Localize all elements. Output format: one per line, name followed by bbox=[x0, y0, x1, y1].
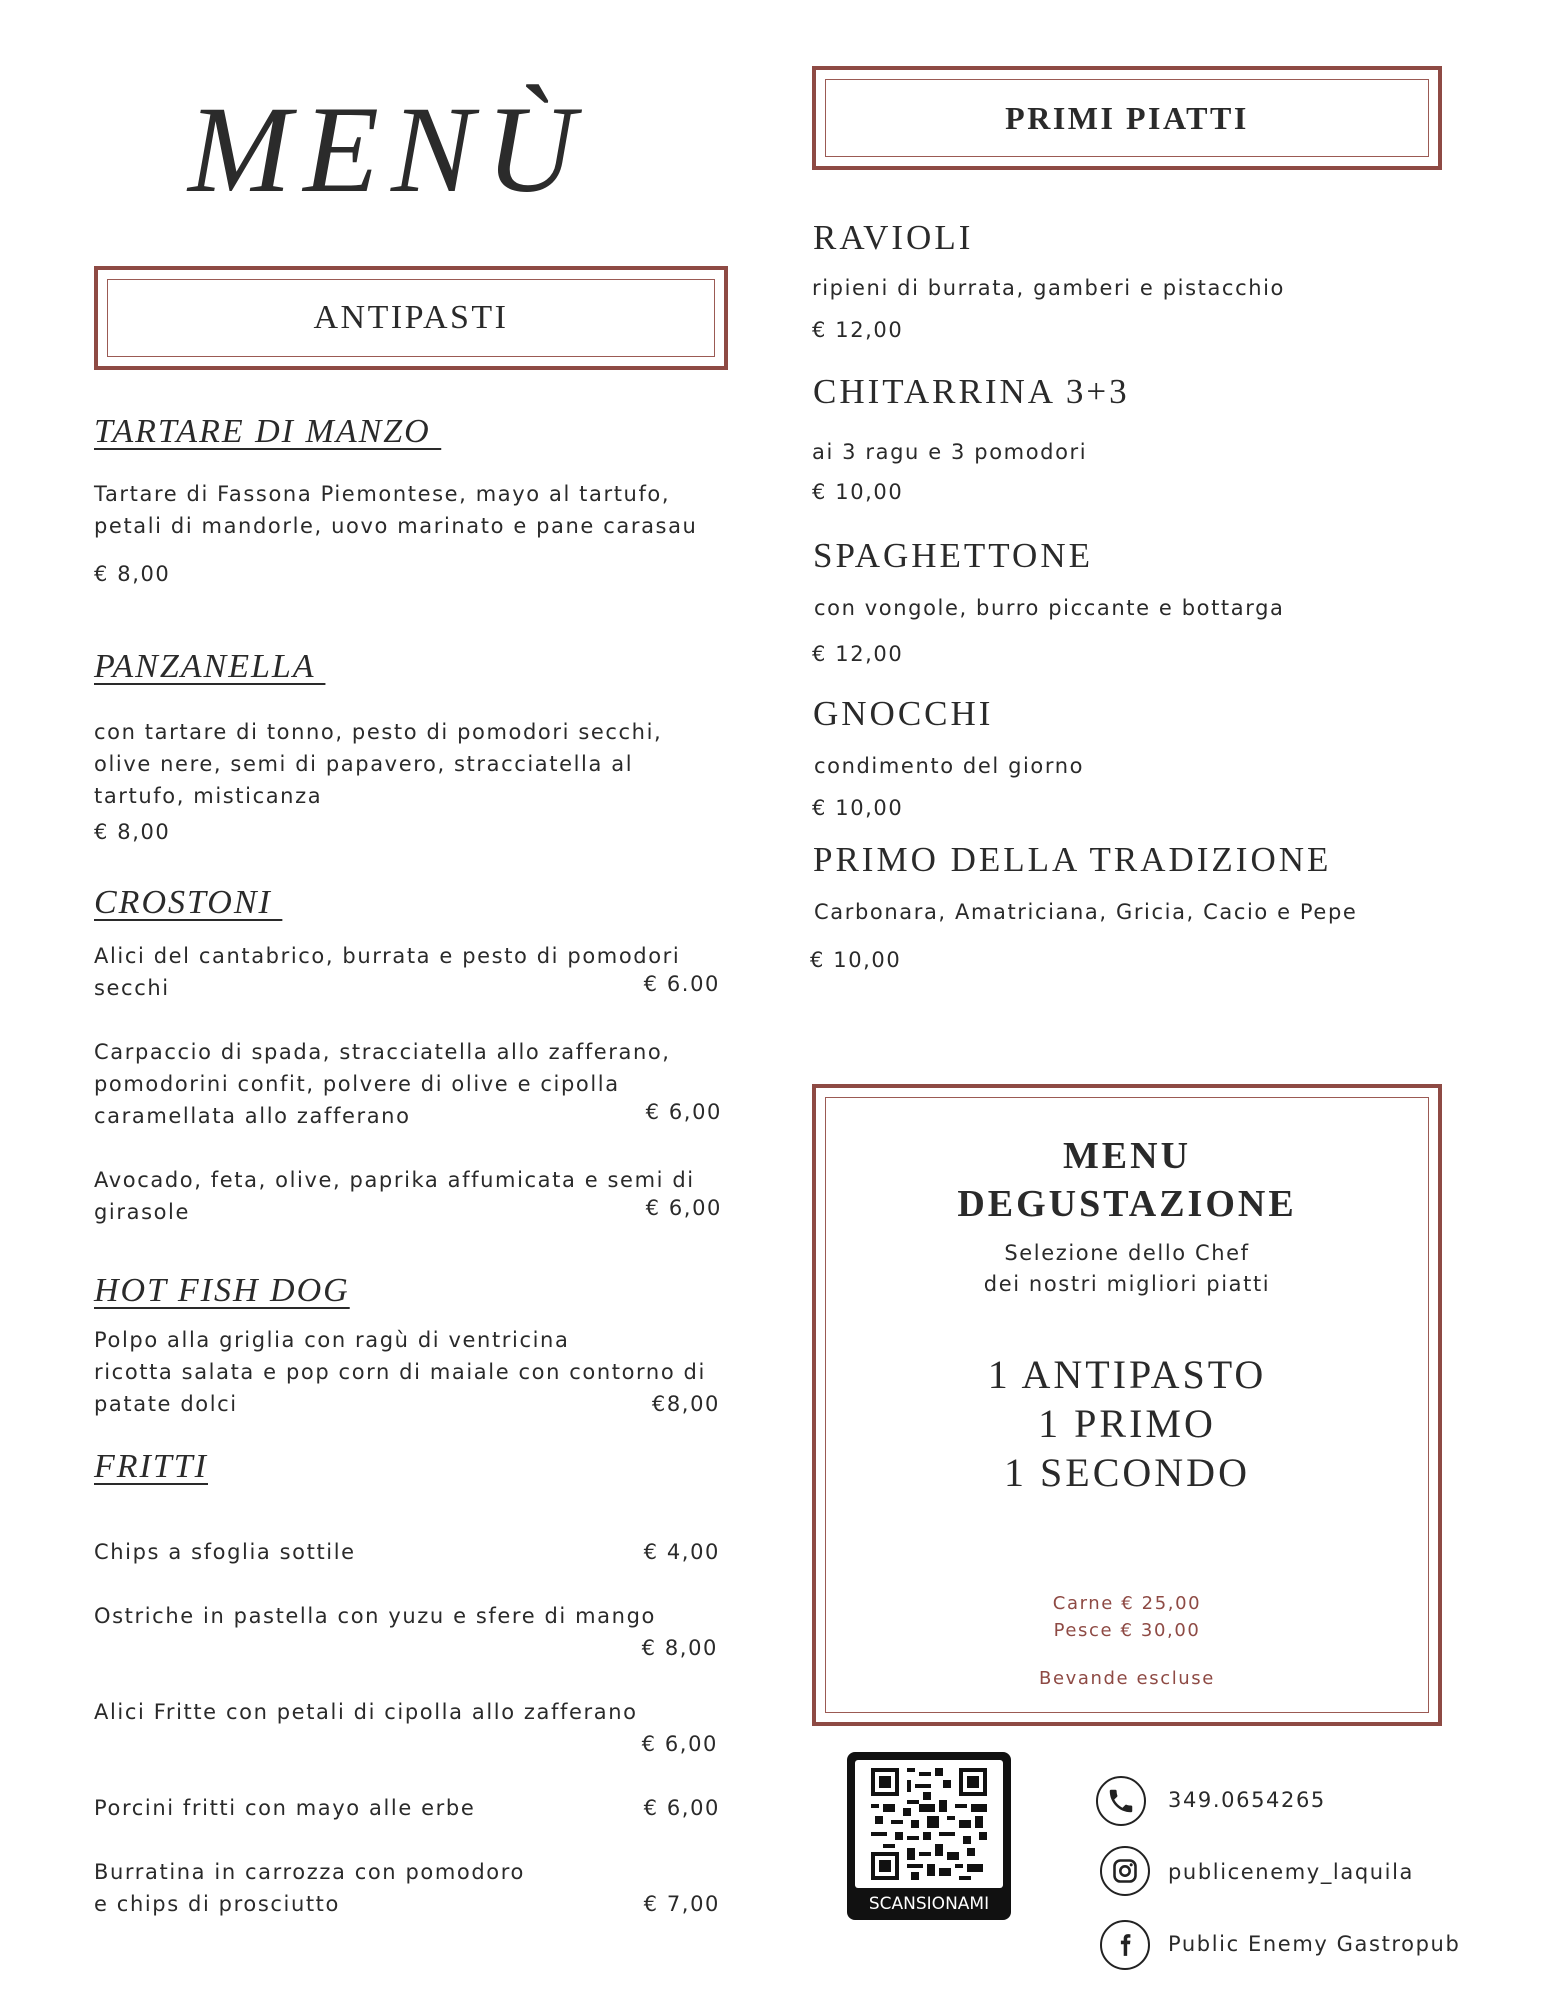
desc-line: Tartare di Fassona Piemontese, mayo al tartufo, bbox=[94, 482, 671, 506]
primi-price-chitarrina: € 10,00 bbox=[812, 480, 904, 504]
primi-desc-ravioli: ripieni di burrata, gamberi e pistacchio bbox=[812, 276, 1286, 300]
degustazione-title-line: DEGUSTAZIONE bbox=[957, 1183, 1297, 1225]
menu-title: MENÙ bbox=[188, 81, 588, 218]
qr-caption: SCANSIONAMI bbox=[868, 1894, 990, 1914]
desc-line: Polpo alla griglia con ragù di ventricina bbox=[94, 1328, 570, 1352]
fritti-price-2: € 8,00 bbox=[641, 1636, 718, 1660]
primi-heading: PRIMI PIATTI bbox=[825, 79, 1429, 157]
fritti-price-4: € 6,00 bbox=[643, 1796, 720, 1820]
degustazione-title-line: MENU bbox=[1062, 1135, 1192, 1177]
degustazione-title bbox=[826, 1132, 1428, 1228]
desc-line: patate dolci bbox=[94, 1392, 238, 1416]
fritti-item-3: Alici Fritte con petali di cipolla allo zafferano bbox=[94, 1700, 638, 1724]
menu-degustazione-box bbox=[812, 1084, 1442, 1726]
primi-heading-box bbox=[812, 66, 1442, 170]
fritti-price-5: € 7,00 bbox=[643, 1892, 720, 1916]
dish-title-hotfishdog: HOT FISH DOG bbox=[94, 1272, 350, 1309]
degustazione-note: Bevande escluse bbox=[1039, 1668, 1215, 1689]
degustazione-courses bbox=[826, 1350, 1428, 1497]
course-line: 1 SECONDO bbox=[1004, 1450, 1250, 1495]
degustazione-subtitle-line: dei nostri migliori piatti bbox=[983, 1272, 1271, 1296]
qr-code-pattern bbox=[855, 1760, 1003, 1888]
dish-title-crostoni: CROSTONI bbox=[94, 884, 283, 921]
crostoni-price-3: € 6,00 bbox=[645, 1196, 722, 1220]
desc-line: Carpaccio di spada, stracciatella allo zafferano, bbox=[94, 1040, 671, 1064]
primi-desc-spaghettone: con vongole, burro piccante e bottarga bbox=[814, 596, 1285, 620]
dish-desc-panzanella bbox=[94, 716, 662, 812]
primi-price-gnocchi: € 10,00 bbox=[812, 796, 904, 820]
fritti-price-1: € 4,00 bbox=[643, 1540, 720, 1564]
fritti-item-4: Porcini fritti con mayo alle erbe bbox=[94, 1796, 476, 1820]
desc-line: pomodorini confit, polvere di olive e cipolla bbox=[94, 1072, 620, 1096]
desc-line: olive nere, semi di papavero, stracciatella al bbox=[94, 752, 634, 776]
degustazione-subtitle bbox=[826, 1238, 1428, 1300]
desc-line: caramellata allo zafferano bbox=[94, 1104, 411, 1128]
antipasti-heading-box bbox=[94, 266, 728, 370]
price-carne: Carne € 25,00 bbox=[1052, 1593, 1202, 1614]
contact-facebook[interactable]: Public Enemy Gastropub bbox=[1168, 1932, 1461, 1956]
primi-title-chitarrina: CHITARRINA 3+3 bbox=[813, 372, 1130, 411]
degustazione-subtitle-line: Selezione dello Chef bbox=[1004, 1241, 1250, 1265]
qr-icon bbox=[871, 1768, 987, 1880]
course-line: 1 PRIMO bbox=[1038, 1401, 1216, 1446]
dish-title-panzanella: PANZANELLA bbox=[94, 648, 326, 685]
desc-line: secchi bbox=[94, 976, 170, 1000]
course-line: 1 ANTIPASTO bbox=[987, 1352, 1267, 1397]
primi-desc-gnocchi: condimento del giorno bbox=[814, 754, 1085, 778]
primi-title-gnocchi: GNOCCHI bbox=[813, 694, 994, 733]
desc-line: Avocado, feta, olive, paprika affumicata e semi di bbox=[94, 1168, 695, 1192]
dish-title-fritti: FRITTI bbox=[94, 1448, 208, 1485]
desc-line: Burratina in carrozza con pomodoro bbox=[94, 1860, 525, 1884]
primi-price-ravioli: € 12,00 bbox=[812, 318, 904, 342]
facebook-icon bbox=[1100, 1920, 1150, 1970]
fritti-item-1: Chips a sfoglia sottile bbox=[94, 1540, 356, 1564]
desc-line: Alici del cantabrico, burrata e pesto di pomodori bbox=[94, 944, 681, 968]
antipasti-heading: ANTIPASTI bbox=[107, 279, 715, 357]
primi-desc-chitarrina: ai 3 ragu e 3 pomodori bbox=[812, 440, 1088, 464]
phone-icon bbox=[1096, 1776, 1146, 1826]
primi-price-spaghettone: € 12,00 bbox=[812, 642, 904, 666]
primi-title-spaghettone: SPAGHETTONE bbox=[813, 536, 1093, 575]
crostoni-item-2 bbox=[94, 1036, 671, 1132]
degustazione-prices bbox=[826, 1590, 1428, 1644]
qr-code[interactable] bbox=[847, 1752, 1011, 1920]
contact-instagram[interactable]: publicenemy_laquila bbox=[1168, 1860, 1414, 1884]
primi-price-tradizione: € 10,00 bbox=[810, 948, 902, 972]
price-pesce: Pesce € 30,00 bbox=[1053, 1620, 1201, 1641]
contact-phone[interactable]: 349.0654265 bbox=[1168, 1788, 1326, 1812]
crostoni-price-1: € 6.00 bbox=[643, 972, 720, 996]
dish-title-tartare: TARTARE DI MANZO bbox=[94, 413, 442, 450]
fritti-price-3: € 6,00 bbox=[641, 1732, 718, 1756]
primi-title-ravioli: RAVIOLI bbox=[813, 218, 974, 257]
desc-line: e chips di prosciutto bbox=[94, 1892, 340, 1916]
desc-line: tartufo, misticanza bbox=[94, 784, 323, 808]
desc-line: girasole bbox=[94, 1200, 191, 1224]
crostoni-item-1 bbox=[94, 940, 680, 1004]
primi-desc-tradizione: Carbonara, Amatriciana, Gricia, Cacio e Pepe bbox=[814, 900, 1358, 924]
dish-price-tartare: € 8,00 bbox=[94, 562, 171, 586]
dish-price-hotfishdog: €8,00 bbox=[651, 1392, 720, 1416]
crostoni-price-2: € 6,00 bbox=[645, 1100, 722, 1124]
fritti-item-2: Ostriche in pastella con yuzu e sfere di mango bbox=[94, 1604, 656, 1628]
desc-line: petali di mandorle, uovo marinato e pane carasau bbox=[94, 514, 698, 538]
primi-title-tradizione: PRIMO DELLA TRADIZIONE bbox=[813, 840, 1332, 879]
desc-line: con tartare di tonno, pesto di pomodori secchi, bbox=[94, 720, 663, 744]
dish-desc-tartare bbox=[94, 478, 697, 542]
desc-line: ricotta salata e pop corn di maiale con contorno di bbox=[94, 1360, 706, 1384]
instagram-icon bbox=[1100, 1846, 1150, 1896]
dish-price-panzanella: € 8,00 bbox=[94, 820, 171, 844]
fritti-item-5 bbox=[94, 1856, 525, 1920]
